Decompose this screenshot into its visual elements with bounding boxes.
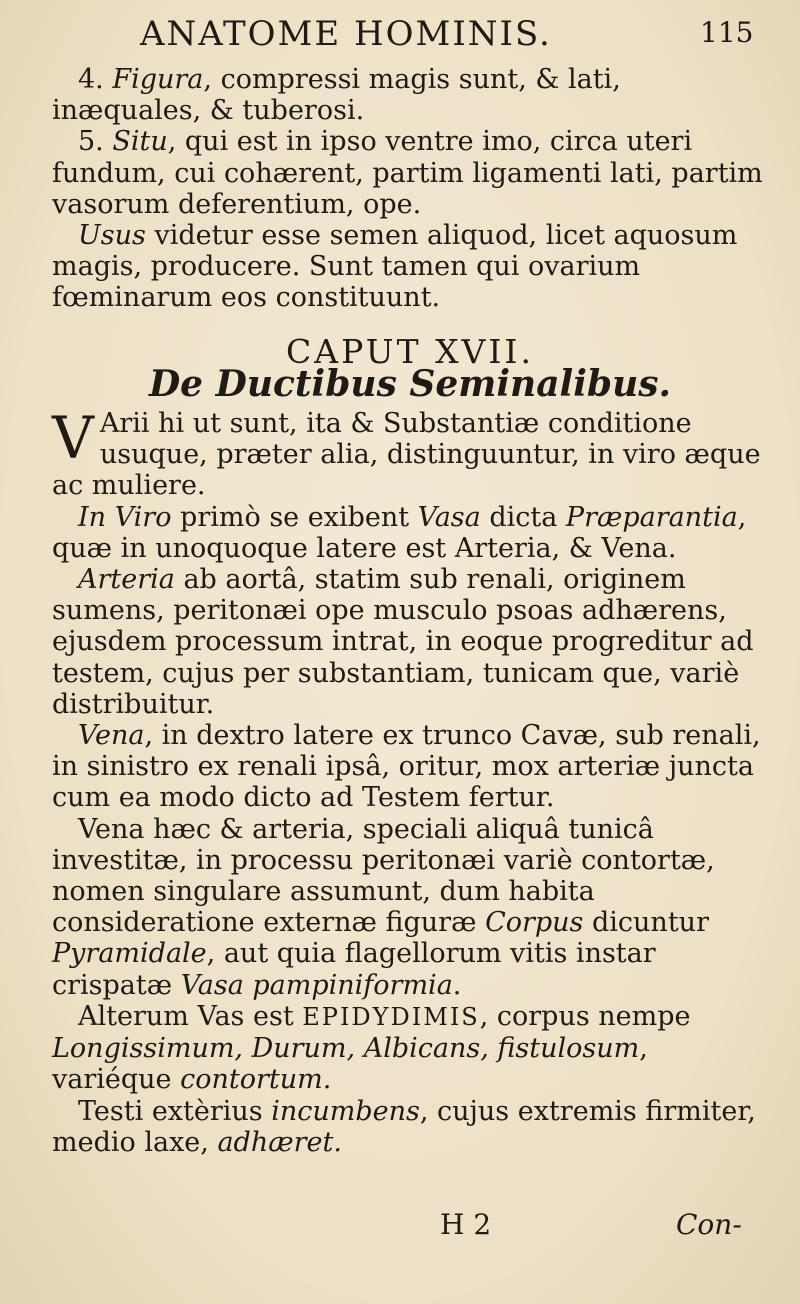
- paragraph-text: ab aortâ, statim sub renali, originem sumens, peritonæi ope musculo psoas adhærens, ejusdem processum intrat, in eoque progreditur ad testem, cujus per substantiam, tunicam que, variè distribuitur.: [52, 564, 754, 720]
- running-head: ANATOME HOMINIS.: [140, 14, 552, 54]
- paragraph-intro: [52, 404, 768, 502]
- paragraph-text: Alterum Vas est: [78, 1000, 303, 1032]
- paragraph-text: , aut quia flagellorum vitis instar crispatæ: [52, 938, 656, 1001]
- paragraph-text: dicta: [480, 501, 566, 533]
- term-vasa: Vasa: [417, 501, 481, 533]
- paragraph-text: Vena hæc & arteria, speciali aliquâ tunicâ investitæ, in processu peritonæi variè contortæ, nomen singulare assumunt, dum habita consideratione externæ figuræ: [52, 813, 715, 939]
- lead-term: Vena: [78, 720, 145, 752]
- term-incumbens: incumbens: [271, 1095, 420, 1127]
- paragraph-text: videtur esse semen aliquod, licet aquosum magis, producere. Sunt tamen qui ovarium fœminarum eos constituunt.: [52, 220, 738, 314]
- paragraph-testi: [52, 1096, 768, 1158]
- term-adhaeret: adhæret.: [217, 1126, 342, 1158]
- paragraph-vena-arteria: [52, 814, 768, 1001]
- term-praeparantia: Præparantia: [565, 501, 738, 533]
- paragraph-situ: [52, 126, 768, 220]
- item-number: 5.: [78, 126, 104, 158]
- lead-term: Arteria: [78, 564, 175, 596]
- term-traits: Longissimum, Durum, Albicans, fistulosum: [52, 1033, 640, 1065]
- paragraph-epididymis: [52, 1001, 768, 1096]
- term-epididymis: EPIDYDIMIS: [302, 1002, 480, 1031]
- term-vasa-pampiniformia: Vasa pampiniformia: [180, 969, 453, 1001]
- paragraph-text: primò se exibent: [171, 501, 418, 533]
- paragraph-text: dicuntur: [583, 907, 709, 939]
- paragraph-text: , quæ in unoquoque latere est Arteria, & Vena.: [52, 501, 747, 564]
- paragraph-text: , cujus extremis firmiter, medio laxe,: [52, 1095, 756, 1158]
- paragraph-text: , qui est in ipso ventre imo, circa uteri fundum, cui cohærent, partim ligamenti lati, partim vasorum deferentium, ope.: [52, 126, 763, 220]
- lead-term: In Viro: [78, 501, 172, 533]
- paragraph-text: , in dextro latere ex trunco Cavæ, sub renali, in sinistro ex renali ipsâ, oritur, mox arteriæ juncta cum ea modo dicto ad Testem fertur.: [52, 720, 761, 814]
- term-corpus: Corpus: [485, 907, 584, 939]
- chapter-subtitle: De Ductibus Seminalibus.: [148, 362, 672, 405]
- catchword: Con-: [676, 1208, 742, 1241]
- item-label: Situ: [112, 126, 168, 158]
- item-number: 4.: [78, 64, 104, 95]
- page-number: 115: [700, 16, 754, 49]
- item-label: Figura: [112, 64, 204, 95]
- chapter-heading: CAPUT XVII.: [286, 331, 534, 371]
- paragraph-arteria: [52, 564, 768, 720]
- paragraph-text: , corpus nempe: [479, 1000, 691, 1032]
- signature-mark: H 2: [440, 1208, 492, 1241]
- paragraph-figura: [52, 64, 768, 126]
- paragraph-text: Arii hi ut sunt, ita & Substantiæ conditione usuque, præter alia, distinguuntur, in viro æque ac muliere.: [52, 408, 761, 502]
- term-contortum: contortum.: [180, 1064, 332, 1096]
- paragraph-in-viro: [52, 502, 768, 564]
- paragraph-vena: [52, 720, 768, 814]
- paragraph-text: , compressi magis sunt, & lati, inæquales, & tuberosi.: [52, 64, 621, 127]
- paragraph-text: .: [452, 969, 462, 1001]
- drop-capital: V: [52, 404, 94, 473]
- page-body: [52, 64, 768, 1158]
- item-label: Usus: [78, 220, 146, 252]
- term-pyramidale: Pyramidale: [52, 938, 207, 970]
- page-footer: [0, 1208, 800, 1248]
- paragraph-text: , variéque: [52, 1033, 648, 1096]
- paragraph-usus: [52, 220, 768, 314]
- paragraph-text: Testi extèrius: [78, 1095, 272, 1127]
